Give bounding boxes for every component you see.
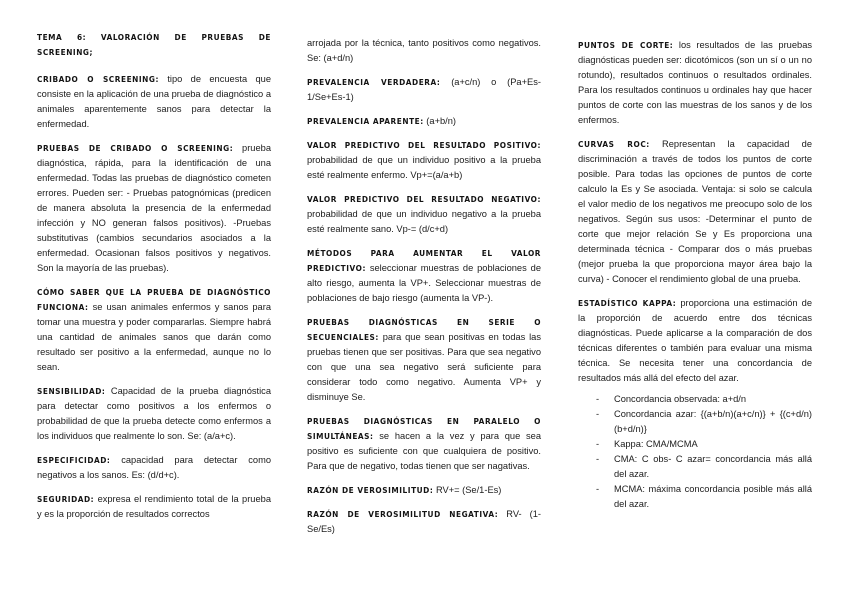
- heading-prevalencia-verdadera: PREVALENCIA VERDADERA:: [307, 77, 441, 87]
- heading-pruebas-cribado: PRUEBAS DE CRIBADO O SCREENING:: [37, 143, 234, 153]
- text-paralelo: se hacen a la vez y para que sea positivo es suficiente con que cualquiera de positivo. Para que de negativo, todas tienen que ser nagativas.: [307, 431, 541, 471]
- paragraph-metodos: [307, 246, 541, 306]
- column-3: [578, 38, 812, 512]
- kappa-list: [578, 392, 812, 512]
- heading-vp-positivo: VALOR PREDICTIVO DEL RESULTADO POSITIVO:: [307, 140, 541, 150]
- heading-curvas-roc: CURVAS ROC:: [578, 139, 650, 149]
- paragraph-como-saber: [37, 285, 271, 375]
- heading-rv-positiva: RAZÓN DE VEROSIMILITUD:: [307, 485, 434, 495]
- list-item: - Concordancia azar: {(a+b/n)(a+c/n)} + {(c+d/n)(b+d/n)}: [614, 407, 812, 437]
- paragraph-rv-positiva: [307, 483, 541, 498]
- list-item: - MCMA: máxima concordancia posible más allá del azar.: [614, 482, 812, 512]
- text-kappa: proporciona una estimación de la proporción de acuerdo entre dos técnicas diagnósticas. Puede aplicarse a la comparación de dos técnicas diferentes o también para evaluar una misma técnica. Se necesita tener una concordancia de resultados más allá del efecto del azar.: [578, 298, 812, 383]
- paragraph-pruebas-cribado: [37, 141, 271, 276]
- paragraph-vp-positivo: [307, 138, 541, 183]
- text-prevalencia-verdadera: (a+c/n) o (Pa+Es-1/Se+Es-1): [307, 77, 541, 102]
- paragraph-especificidad: [37, 453, 271, 483]
- heading-vp-negativo: VALOR PREDICTIVO DEL RESULTADO NEGATIVO:: [307, 194, 541, 204]
- list-item: - Concordancia observada: a+d/n: [614, 392, 812, 407]
- paragraph-curvas-roc: [578, 137, 812, 287]
- paragraph-paralelo: [307, 414, 541, 474]
- heading-serie: PRUEBAS DIAGNÓSTICAS EN SERIE O SECUENCIALES:: [307, 317, 541, 342]
- heading-paralelo: PRUEBAS DIAGNÓSTICAS EN PARALELO O SIMULTÁNEAS:: [307, 416, 541, 441]
- text-especificidad: capacidad para detectar como negativos a los sanos. Es: (d/d+c).: [37, 455, 271, 480]
- list-item: - Kappa: CMA/MCMA: [614, 437, 812, 452]
- text-metodos: seleccionar muestras de poblaciones de alto riesgo, aumenta la VP+. Seleccionar muestras de poblaciones de bajo riesgo (aumenta la VP-).: [307, 263, 541, 303]
- heading-metodos: MÉTODOS PARA AUMENTAR EL VALOR PREDICTIVO:: [307, 248, 541, 273]
- text-rv-negativa: RV- (1-Se/Es): [307, 509, 541, 534]
- heading-prevalencia-aparente: PREVALENCIA APARENTE:: [307, 116, 424, 126]
- text-puntos-corte: los resultados de las pruebas diagnósticas pueden ser: dicotómicos (son un sí o un no rotundo), resultados continuos o resultados ordinales. Para los resultados continuos u ordinales hay que hacer puntos de corte con las muestras de los sanos y de los enfermos.: [578, 40, 813, 125]
- heading-seguridad: SEGURIDAD:: [37, 494, 95, 504]
- text-como-saber: se usan animales enfermos y sanos para tomar una muestra y poder compararlas. Siempre habrá una cantidad de animales sanos que darán como resultado ser positivo a la enfermedad, aunque no lo sean.: [37, 302, 271, 372]
- paragraph-prevalencia-aparente: [307, 114, 541, 129]
- paragraph-seguridad-cont: arrojada por la técnica, tanto positivos como negativos. Se: (a+d/n): [307, 38, 541, 63]
- paragraph-cribado: [37, 72, 271, 132]
- heading-rv-negativa: RAZÓN DE VEROSIMILITUD NEGATIVA:: [307, 509, 499, 519]
- paragraph-sensibilidad: [37, 384, 271, 444]
- text-sensibilidad: Capacidad de la prueba diagnóstica para detectar como positivos a los enfermos o probabilidad de que la prueba detecte como enfermos a los individuos que realmente lo son. Se: (a/a+c).: [37, 386, 271, 441]
- heading-como-saber: CÓMO SABER QUE LA PRUEBA DE DIAGNÓSTICO FUNCIONA:: [37, 287, 271, 312]
- paragraph-kappa: [578, 296, 812, 386]
- paragraph-rv-negativa: [307, 507, 541, 537]
- document-title: TEMA 6: VALORACIÓN DE PRUEBAS DE SCREENING;: [37, 32, 271, 57]
- text-cribado: tipo de encuesta que consiste en la aplicación de una prueba de diagnóstico a animales aparentemente sanos para detectar la enfermedad.: [37, 74, 271, 129]
- text-seguridad: expresa el rendimiento total de la prueba y es la proporción de resultados correctos: [37, 494, 271, 519]
- text-pruebas-cribado: prueba diagnóstica, rápida, para la identificación de una enfermedad. Todas las pruebas de diagnóstico cometen errores. Pueden ser: - Pruebas patognómicas (predicen de manera absoluta la presencia de la enfermedad infección y NO generan falsos positivos). -Pruebas substitutivas (cambios secundarios asociados a la enfermedad. Ocasionan falsos positivos y negativos. Son la mayoría de las pruebas).: [37, 143, 271, 273]
- heading-sensibilidad: SENSIBILIDAD:: [37, 386, 106, 396]
- heading-puntos-corte: PUNTOS DE CORTE:: [578, 40, 674, 50]
- paragraph-vp-negativo: [307, 192, 541, 237]
- heading-kappa: ESTADÍSTICO KAPPA:: [578, 298, 677, 308]
- paragraph-serie: [307, 315, 541, 405]
- text-rv-positiva: RV+= (Se/1-Es): [433, 485, 502, 495]
- column-2: [307, 36, 541, 546]
- list-item: - CMA: C obs- C azar= concordancia más allá del azar.: [614, 452, 812, 482]
- text-prevalencia-aparente: (a+b/n): [423, 116, 457, 126]
- paragraph-seguridad: [37, 492, 271, 522]
- heading-cribado: CRIBADO O SCREENING:: [37, 74, 159, 84]
- column-1: [37, 30, 271, 531]
- heading-especificidad: ESPECIFICIDAD:: [37, 455, 111, 465]
- text-curvas-roc: Representan la capacidad de discriminación a través de todos los puntos de corte posible. Para todas las opciones de puntos de corte calculo la Es y Se asociada. Ventaja: si solo se calcula el valor medio de los negativos me preocupo solo de los negativos. Según sus usos: -Determinar el punto de corte que mejor relación Se y Es proporciona una determinada técnica - Comparar dos o más pruebas (mejor prueba la que proporciona mayor área bajo la curva) - Conocer el rendimiento global de una prueba.: [578, 139, 812, 284]
- paragraph-prevalencia-verdadera: [307, 75, 541, 105]
- text-vp-negativo: probabilidad de que un individuo negativo a la prueba esté realmente sano. Vp-= (d/c+d): [307, 209, 541, 234]
- paragraph-puntos-corte: [578, 38, 812, 128]
- text-vp-positivo: probabilidad de que un individuo positivo a la prueba esté realmente enfermo. Vp+=(a/a+b): [307, 155, 541, 180]
- text-serie: para que sean positivas en todas las pruebas tienen que ser positivas. Para que sea negativo con que una sea negativo será suficiente para considerar todo como negativo. Aumenta VP+ y disminuye Se.: [307, 332, 541, 402]
